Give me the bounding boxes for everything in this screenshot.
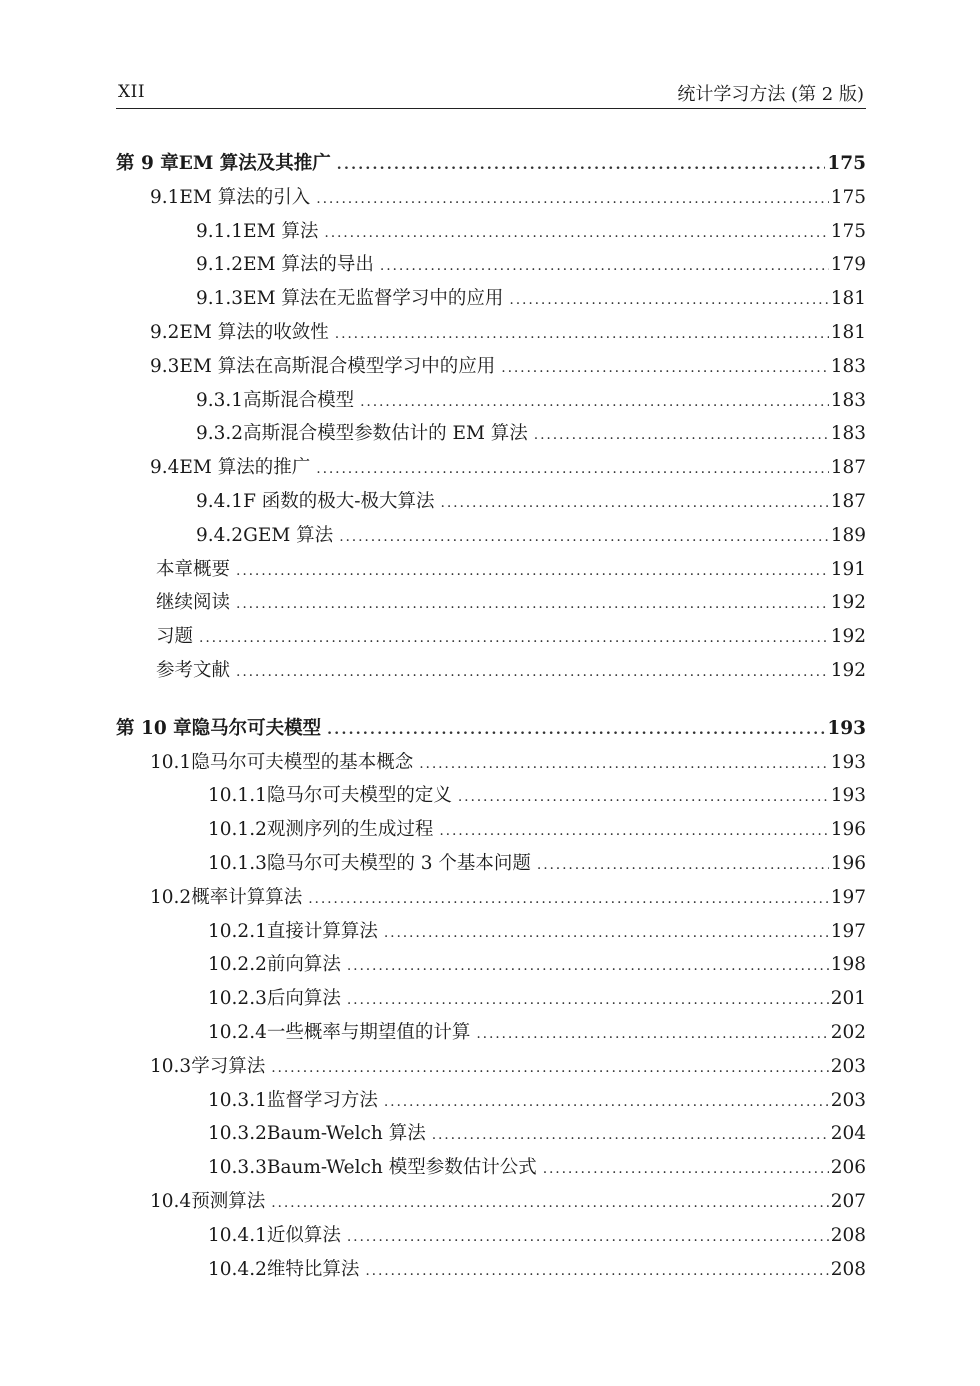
chapter-title: 隐马尔可夫模型 [191, 717, 322, 739]
page-number: 193 [830, 785, 866, 807]
dot-leader [335, 318, 829, 352]
page-number: 192 [830, 592, 866, 614]
page-number: 183 [830, 389, 866, 411]
toc-entry[interactable] [116, 1151, 866, 1185]
dot-leader [509, 284, 828, 318]
toc-entry[interactable] [116, 519, 866, 553]
page-number: 175 [827, 153, 866, 174]
toc-entry[interactable] [116, 248, 866, 282]
section-title: Baum-Welch 算法 [266, 1123, 426, 1145]
page-number: 181 [830, 321, 866, 343]
dot-leader [384, 1086, 829, 1120]
toc-entry[interactable] [116, 915, 866, 949]
toc-entry[interactable] [116, 215, 866, 249]
dot-leader [324, 217, 828, 251]
page-number: 193 [830, 751, 866, 773]
section-number: 10.1.2 [208, 819, 267, 841]
section-title: EM 算法的推广 [179, 457, 311, 479]
page-number: 201 [830, 988, 866, 1010]
dot-leader [316, 453, 828, 487]
dot-leader [380, 250, 829, 284]
page-number: 198 [830, 954, 866, 976]
toc-entry[interactable] [116, 451, 866, 485]
page-number: 203 [830, 1055, 866, 1077]
page-number: 175 [830, 186, 866, 208]
dot-leader [537, 849, 829, 883]
page-number: 192 [830, 626, 866, 648]
toc-entry[interactable] [116, 1016, 866, 1050]
toc-entry[interactable] [116, 779, 866, 813]
section-number: 9.4 [150, 457, 180, 479]
dot-leader [236, 588, 829, 622]
page-number: 183 [830, 355, 866, 377]
section-title: EM 算法的引入 [179, 186, 311, 208]
section-number: 10.3 [150, 1055, 192, 1077]
dot-leader [337, 149, 826, 183]
section-title: EM 算法在无监督学习中的应用 [243, 288, 504, 310]
dot-leader [271, 1052, 828, 1086]
section-number: 10.2 [150, 886, 192, 908]
dot-leader [432, 1119, 829, 1153]
section-title: 学习算法 [191, 1055, 266, 1077]
section-title: 隐马尔可夫模型的基本概念 [191, 751, 414, 773]
page-number: 206 [830, 1157, 866, 1179]
toc-entry[interactable] [116, 1219, 866, 1253]
dot-leader [347, 984, 829, 1018]
page-number: 207 [830, 1190, 866, 1212]
chapter-title: EM 算法及其推广 [178, 153, 331, 174]
toc-entry[interactable] [116, 384, 866, 418]
toc-entry[interactable] [116, 881, 866, 915]
page-number: 203 [830, 1089, 866, 1111]
toc-entry[interactable] [116, 982, 866, 1016]
section-number: 10.4.2 [208, 1258, 267, 1280]
section-title: 习题 [156, 626, 194, 648]
toc-entry[interactable] [116, 654, 866, 688]
section-title: EM 算法的导出 [243, 254, 374, 276]
section-number: 10.4.1 [208, 1224, 267, 1246]
section-title: 参考文献 [156, 659, 231, 681]
chapter-number: 第 9 章 [116, 153, 179, 174]
page-number: 179 [830, 254, 866, 276]
toc-entry[interactable] [116, 282, 866, 316]
section-title: EM 算法 [243, 220, 319, 242]
dot-leader [199, 622, 829, 656]
page-number: 208 [830, 1258, 866, 1280]
chapter-gap [116, 688, 866, 712]
chapter-10-entries [116, 746, 866, 1287]
section-number: 9.3.1 [196, 389, 244, 411]
section-title: F 函数的极大-极大算法 [243, 490, 435, 512]
toc-chapter-9[interactable] [116, 147, 866, 181]
section-title: 观测序列的生成过程 [266, 819, 434, 841]
page-number: 197 [830, 920, 866, 942]
toc-entry[interactable] [116, 847, 866, 881]
section-number: 9.3 [150, 355, 180, 377]
page-number: 196 [830, 852, 866, 874]
toc-entry[interactable] [116, 350, 866, 384]
page-number: 189 [830, 524, 866, 546]
dot-leader [308, 883, 828, 917]
toc-entry[interactable] [116, 417, 866, 451]
dot-leader [360, 386, 829, 420]
toc-chapter-10[interactable] [116, 712, 866, 746]
section-title: 监督学习方法 [266, 1089, 378, 1111]
toc-entry[interactable] [116, 1185, 866, 1219]
page-number: 208 [830, 1224, 866, 1246]
toc-entry[interactable] [116, 620, 866, 654]
section-title: 概率计算算法 [191, 886, 303, 908]
dot-leader [347, 1221, 829, 1255]
toc-entry[interactable] [116, 316, 866, 350]
chapter-9-entries [116, 181, 866, 688]
section-title: GEM 算法 [243, 524, 334, 546]
book-title: 统计学习方法 (第 2 版) [677, 84, 864, 105]
dot-leader [419, 748, 828, 782]
section-number: 10.4 [150, 1190, 192, 1212]
dot-leader [501, 352, 828, 386]
page-header [116, 78, 866, 109]
toc-entry[interactable] [116, 1117, 866, 1151]
dot-leader [339, 521, 829, 555]
section-title: 维特比算法 [266, 1258, 360, 1280]
dot-leader [236, 656, 829, 690]
dot-leader [236, 555, 829, 589]
section-number: 10.2.1 [208, 920, 267, 942]
toc-entry[interactable] [116, 1084, 866, 1118]
section-number: 10.3.1 [208, 1089, 267, 1111]
page-number: 191 [830, 558, 866, 580]
page-number-label: XII [118, 82, 146, 102]
section-number: 9.3.2 [196, 423, 244, 445]
page-number: 192 [830, 659, 866, 681]
section-title: 直接计算算法 [266, 920, 378, 942]
toc-entry[interactable] [116, 746, 866, 780]
dot-leader [316, 183, 828, 217]
section-number: 9.1.2 [196, 254, 244, 276]
section-number: 9.4.2 [196, 524, 244, 546]
section-title: 近似算法 [266, 1224, 341, 1246]
chapter-number: 第 10 章 [116, 717, 192, 739]
section-number: 10.3.2 [208, 1123, 267, 1145]
section-number: 10.3.3 [208, 1157, 267, 1179]
section-title: 本章概要 [156, 558, 231, 580]
page-number: 193 [827, 717, 866, 739]
dot-leader [441, 487, 829, 521]
section-number: 10.2.4 [208, 1021, 267, 1043]
section-number: 9.1.3 [196, 288, 244, 310]
toc-entry[interactable] [116, 1050, 866, 1084]
section-number: 10.2.3 [208, 988, 267, 1010]
section-title: 前向算法 [266, 954, 341, 976]
toc-entry[interactable] [116, 1253, 866, 1287]
table-of-contents [116, 147, 866, 1286]
toc-entry[interactable] [116, 586, 866, 620]
toc-entry[interactable] [116, 485, 866, 519]
toc-entry[interactable] [116, 948, 866, 982]
page-number: 187 [830, 490, 866, 512]
section-title: 高斯混合模型 [243, 389, 355, 411]
dot-leader [347, 950, 829, 984]
page-number: 204 [830, 1123, 866, 1145]
section-title: 继续阅读 [156, 592, 231, 614]
dot-leader [543, 1153, 829, 1187]
page-number: 197 [830, 886, 866, 908]
page-number: 181 [830, 288, 866, 310]
dot-leader [271, 1187, 828, 1221]
page-number: 196 [830, 819, 866, 841]
page-number: 187 [830, 457, 866, 479]
dot-leader [458, 781, 829, 815]
toc-entry[interactable] [116, 553, 866, 587]
section-title: EM 算法在高斯混合模型学习中的应用 [179, 355, 496, 377]
section-title: 后向算法 [266, 988, 341, 1010]
section-title: Baum-Welch 模型参数估计公式 [266, 1157, 537, 1179]
page-number: 183 [830, 423, 866, 445]
toc-entry[interactable] [116, 813, 866, 847]
section-number: 9.1.1 [196, 220, 244, 242]
section-number: 10.1.3 [208, 852, 267, 874]
section-number: 9.1 [150, 186, 180, 208]
section-number: 9.4.1 [196, 490, 244, 512]
dot-leader [439, 815, 828, 849]
section-title: EM 算法的收敛性 [179, 321, 329, 343]
section-number: 9.2 [150, 321, 180, 343]
section-title: 隐马尔可夫模型的 3 个基本问题 [266, 852, 531, 874]
section-title: 高斯混合模型参数估计的 EM 算法 [243, 423, 528, 445]
dot-leader [476, 1018, 828, 1052]
dot-leader [534, 419, 829, 453]
section-title: 一些概率与期望值的计算 [266, 1021, 471, 1043]
dot-leader [327, 714, 825, 748]
section-number: 10.1 [150, 751, 192, 773]
dot-leader [384, 917, 829, 951]
section-title: 预测算法 [191, 1190, 266, 1212]
dot-leader [365, 1255, 828, 1289]
section-number: 10.1.1 [208, 785, 267, 807]
section-title: 隐马尔可夫模型的定义 [266, 785, 452, 807]
page-number: 175 [830, 220, 866, 242]
section-number: 10.2.2 [208, 954, 267, 976]
toc-entry[interactable] [116, 181, 866, 215]
page-number: 202 [830, 1021, 866, 1043]
